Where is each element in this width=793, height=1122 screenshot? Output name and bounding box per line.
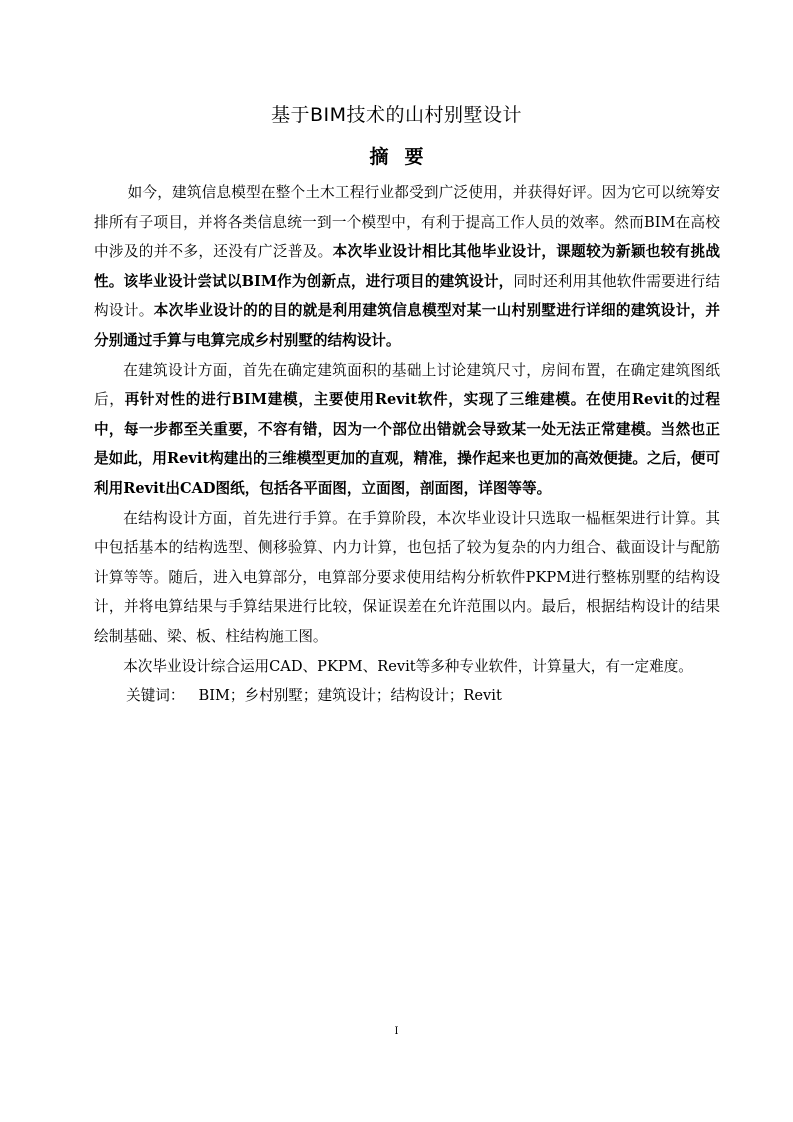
paragraph-text: 在建筑设计方面，首先在确定建筑面积的基础上讨论建筑尺寸，房间布置，在确定建筑图纸后， — [94, 361, 720, 409]
abstract-heading: 摘要 — [369, 146, 440, 168]
page-number: I — [394, 1026, 399, 1037]
paragraph-text-bold: 本次毕业设计的的目的就是利用建筑信息模型对某一山村别墅进行详细的建筑设计，并分别通过手算与电算完成乡村别墅的结构设计。 — [94, 302, 720, 349]
abstract-paragraph — [94, 652, 720, 682]
paragraph-text: 在结构设计方面，首先进行手算。在手算阶段，本次毕业设计只选取一榀框架进行计算。其中包括基本的结构选型、侧移验算、内力计算，也包括了较为复杂的内力组合、截面设计与配筋计算等等。随后，进入电算部分，电算部分要求使用结构分析软件PKPM进行整栋别墅的结构设计，并将电算结果与手算结果进行比较，保证误差在允许范围以内。最后，根据结构设计的结果绘制基础、梁、板、柱结构施工图。 — [94, 509, 720, 645]
abstract-paragraph — [94, 178, 720, 356]
abstract-body — [94, 178, 720, 711]
abstract-paragraph — [94, 356, 720, 504]
keywords-label: 关键词： — [126, 687, 185, 705]
abstract-paragraph — [94, 504, 720, 652]
paragraph-text: 如今，建筑信息模型在整个土木工程行业都受到广泛使用，并获得好评。因为它可以统筹安排所有子项目，并将各类信息统一到一个模型中，有利于提高工作人员的效率。然而BIM在高校中涉及的并不多，还没有广泛普及。 — [94, 184, 720, 261]
paragraph-text-bold: 再针对性的进行BIM建模，主要使用Revit软件，实现了三维建模。在使用Revit的过程中，每一步都至关重要，不容有错，因为一个部位出错就会导致某一处无法正常建模。当然也正是如此，用Revit构建出的三维模型更加的直观，精准，操作起来也更加的高效便捷。之后，便可利用Revit出CAD图纸，包括各平面图，立面图，剖面图，详图等等。 — [94, 391, 720, 497]
paragraph-text: 本次毕业设计综合运用CAD、PKPM、Revit等多种专业软件，计算量大，有一定难度。 — [123, 657, 693, 675]
paragraph-text-bold: 本次毕业设计相比其他毕业设计，课题较为新颖也较有挑战性。该毕业设计尝试以BIM作为创新点，进行项目的建筑设计， — [94, 243, 720, 290]
keywords-value: BIM；乡村别墅；建筑设计；结构设计；Revit — [198, 687, 502, 705]
keywords-line — [94, 681, 720, 711]
document-title: 基于BIM技术的山村别墅设计 — [270, 104, 523, 126]
paragraph-text: 同时还利用其他软件需要进行结构设计。 — [94, 272, 720, 320]
